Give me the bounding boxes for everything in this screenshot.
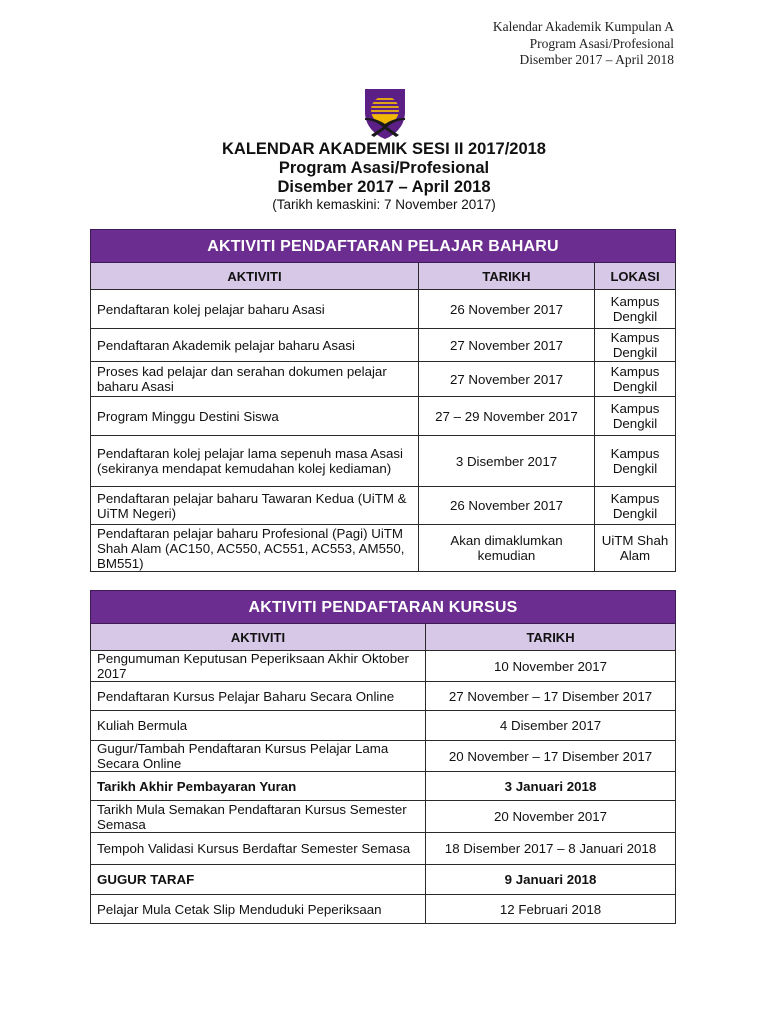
table-header-row xyxy=(91,624,676,651)
document-header xyxy=(493,19,674,69)
updated-note: (Tarikh kemaskini: 7 November 2017) xyxy=(272,197,496,212)
title-block xyxy=(0,139,768,212)
column-header-date: TARIKH xyxy=(419,263,595,290)
activity-cell: Pendaftaran Akademik pelajar baharu Asasi xyxy=(91,329,419,362)
column-header-date: TARIKH xyxy=(426,624,676,651)
table-row xyxy=(91,329,676,362)
date-cell: Akan dimaklumkan kemudian xyxy=(419,525,595,572)
activity-cell: Tarikh Akhir Pembayaran Yuran xyxy=(91,772,426,801)
table-row xyxy=(91,397,676,436)
date-cell: 26 November 2017 xyxy=(419,487,595,525)
activity-cell: Pendaftaran pelajar baharu Tawaran Kedua (UiTM & UiTM Negeri) xyxy=(91,487,419,525)
activity-cell: Pendaftaran kolej pelajar lama sepenuh masa Asasi (sekiranya mendapat kemudahan kolej kediaman) xyxy=(91,436,419,487)
header-line-1: Kalendar Akademik Kumpulan A xyxy=(492,19,674,34)
activity-cell: Pendaftaran kolej pelajar baharu Asasi xyxy=(91,290,419,329)
university-crest-logo xyxy=(359,88,411,140)
activity-cell: Proses kad pelajar dan serahan dokumen pelajar baharu Asasi xyxy=(91,362,419,397)
table-banner xyxy=(91,591,676,624)
table-row xyxy=(91,801,676,833)
activity-cell: Kuliah Bermula xyxy=(91,711,426,741)
activity-cell: Tempoh Validasi Kursus Berdaftar Semester Semasa xyxy=(91,833,426,865)
page-title: KALENDAR AKADEMIK SESI II 2017/2018 xyxy=(222,140,546,158)
table-row xyxy=(91,436,676,487)
table-row xyxy=(91,711,676,741)
column-header-activity: AKTIVITI xyxy=(91,624,426,651)
activity-cell: GUGUR TARAF xyxy=(91,865,426,895)
date-cell: 27 November – 17 Disember 2017 xyxy=(426,682,676,711)
table-row xyxy=(91,651,676,682)
date-cell: 4 Disember 2017 xyxy=(426,711,676,741)
header-line-3: Disember 2017 – April 2018 xyxy=(519,52,674,67)
header-line-2: Program Asasi/Profesional xyxy=(529,35,674,51)
activity-cell: Pendaftaran pelajar baharu Profesional (Pagi) UiTM Shah Alam (AC150, AC550, AC551, AC553, AM550, BM551) xyxy=(91,525,419,572)
location-cell: Kampus Dengkil xyxy=(595,487,676,525)
date-cell: 27 November 2017 xyxy=(419,362,595,397)
date-cell: 12 Februari 2018 xyxy=(426,895,676,924)
activity-cell: Pelajar Mula Cetak Slip Menduduki Peperiksaan xyxy=(91,895,426,924)
location-cell: Kampus Dengkil xyxy=(595,362,676,397)
table-row xyxy=(91,362,676,397)
date-cell: 20 November 2017 xyxy=(426,801,676,833)
table-row xyxy=(91,741,676,772)
date-cell: 27 November 2017 xyxy=(419,329,595,362)
column-header-location: LOKASI xyxy=(595,263,676,290)
date-cell: 3 Januari 2018 xyxy=(426,772,676,801)
table-row xyxy=(91,682,676,711)
course-registration-table xyxy=(90,590,676,924)
table-row xyxy=(91,895,676,924)
table-row xyxy=(91,487,676,525)
activity-cell: Tarikh Mula Semakan Pendaftaran Kursus Semester Semasa xyxy=(91,801,426,833)
date-cell: 3 Disember 2017 xyxy=(419,436,595,487)
column-header-activity: AKTIVITI xyxy=(91,263,419,290)
table-row xyxy=(91,833,676,865)
date-cell: 27 – 29 November 2017 xyxy=(419,397,595,436)
location-cell: Kampus Dengkil xyxy=(595,397,676,436)
activity-cell: Pendaftaran Kursus Pelajar Baharu Secara Online xyxy=(91,682,426,711)
table-row xyxy=(91,525,676,572)
location-cell: Kampus Dengkil xyxy=(595,329,676,362)
banner-title: AKTIVITI PENDAFTARAN PELAJAR BAHARU xyxy=(91,230,676,263)
date-cell: 20 November – 17 Disember 2017 xyxy=(426,741,676,772)
banner-title: AKTIVITI PENDAFTARAN KURSUS xyxy=(91,591,676,624)
date-cell: 9 Januari 2018 xyxy=(426,865,676,895)
table-banner xyxy=(91,230,676,263)
date-cell: 18 Disember 2017 – 8 Januari 2018 xyxy=(426,833,676,865)
table-row xyxy=(91,865,676,895)
period-subtitle: Disember 2017 – April 2018 xyxy=(277,178,491,196)
location-cell: Kampus Dengkil xyxy=(595,436,676,487)
location-cell: Kampus Dengkil xyxy=(595,290,676,329)
activity-cell: Program Minggu Destini Siswa xyxy=(91,397,419,436)
location-cell: UiTM Shah Alam xyxy=(595,525,676,572)
student-registration-table xyxy=(90,229,676,572)
activity-cell: Gugur/Tambah Pendaftaran Kursus Pelajar Lama Secara Online xyxy=(91,741,426,772)
date-cell: 10 November 2017 xyxy=(426,651,676,682)
table-header-row xyxy=(91,263,676,290)
table-row xyxy=(91,290,676,329)
table-row xyxy=(91,772,676,801)
date-cell: 26 November 2017 xyxy=(419,290,595,329)
activity-cell: Pengumuman Keputusan Peperiksaan Akhir Oktober 2017 xyxy=(91,651,426,682)
program-subtitle: Program Asasi/Profesional xyxy=(278,159,490,177)
